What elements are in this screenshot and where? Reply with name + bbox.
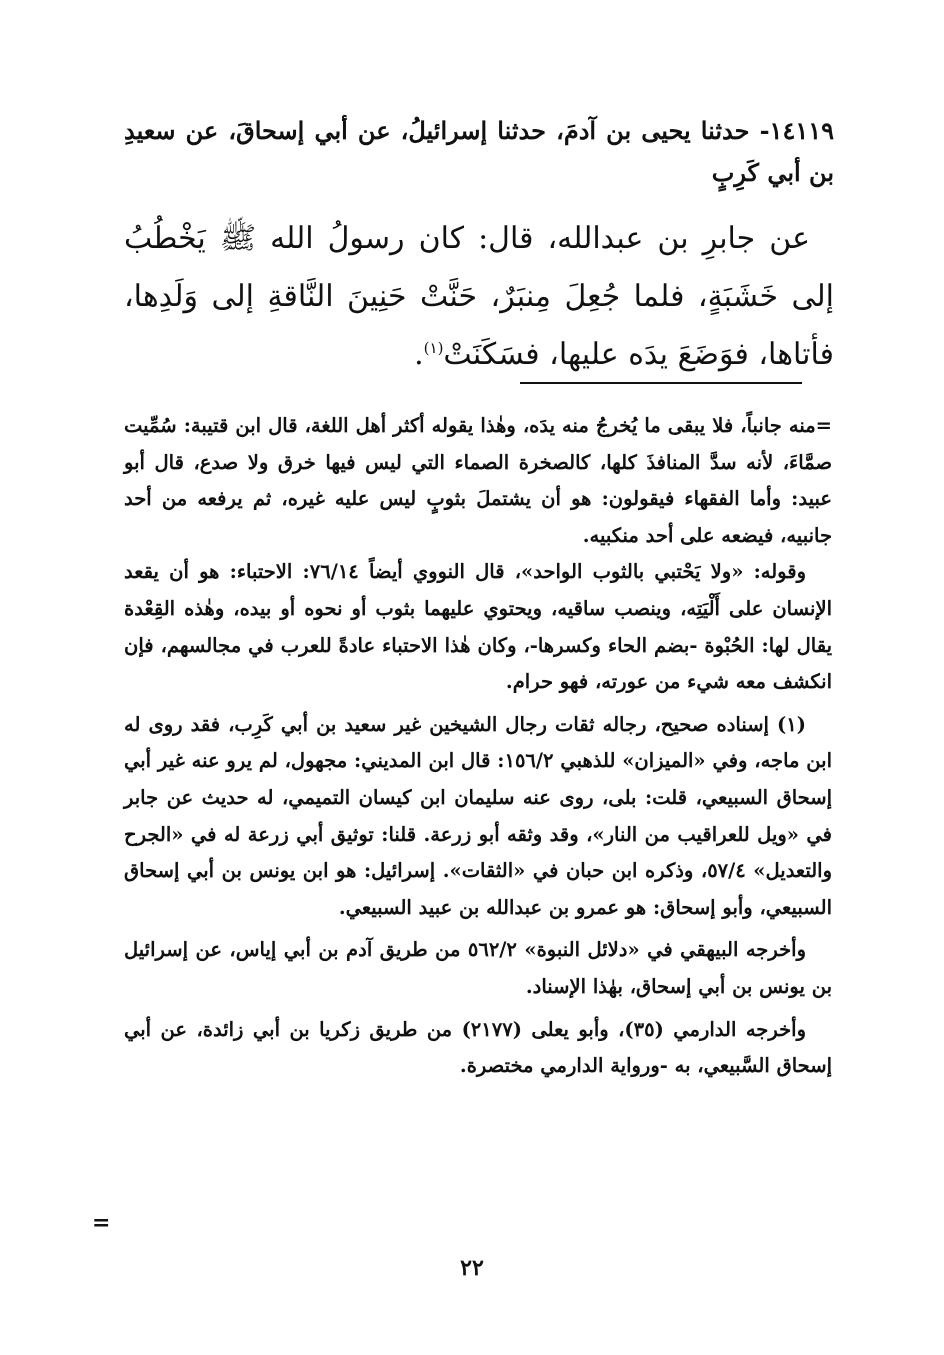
footnote-divider xyxy=(520,382,802,384)
isnad-text: ١٤١١٩- حدثنا يحيى بن آدمَ، حدثنا إسرائيلُ، عن أبي إسحاقَ، عن سعيدِ بن أبي كَرِبٍ xyxy=(124,116,834,187)
matn-period: . xyxy=(414,337,424,372)
footnote-ihtiba: وقوله: «ولا يَحْتبي بالثوب الواحد»، قال النووي أيضاً ٧٦/١٤: الاحتباء: هو أن يقعد الإنسان على أَلْيَتِه، وينصب ساقيه، ويحتوي عليهما بثوب أو نحوه أو بيده، وهٰذه القِعْدة يقال لها: الحُبْوة -بضم الحاء وكسرها-، وكان هٰذا الاحتباء عادةً للعرب في مجالسهم، فإن انكشف معه شيء من عورته، فهو حرام. xyxy=(124,560,832,694)
page-number: ٢٢ xyxy=(460,1255,484,1281)
footnote-continuation-next: = xyxy=(92,1210,111,1236)
matn-text: عن جابرِ بن عبدالله، قال: كان رسولُ الله ﷺ يَخْطُبُ إلى خَشَبَةٍ، فلما جُعِلَ مِنبَرٌ، حَنَّتْ حَنِينَ النَّاقةِ إلى وَلَدِها، فأتاها، فوَضَعَ يدَه عليها، فسَكَنَتْ xyxy=(124,221,834,372)
hadith-matn xyxy=(124,210,834,384)
footnote-darimi: وأخرجه الدارمي (٣٥)، وأبو يعلى (٢١٧٧) من طريق زكريا بن أبي زائدة، عن أبي إسحاق السَّبيعي، به -ورواية الدارمي مختصرة. xyxy=(124,1017,832,1078)
hadith-isnad xyxy=(124,110,834,194)
footnote-1: (١) إسناده صحيح، رجاله ثقات رجال الشيخين غير سعيد بن أبي كَرِب، فقد روى له ابن ماجه، وفي «الميزان» للذهبي ١٥٦/٢: قال ابن المديني: مجهول، لم يرو عنه غير أبي إسحاق السبيعي، قلت: بلى، روى عنه سليمان ابن كيسان التميمي، له حديث عن جابر في «ويل للعراقيب من النار»، وقد وثقه أبو زرعة. قلنا: توثيق أبي زرعة له في «الجرح والتعديل» ٥٧/٤، وذكره ابن حبان في «الثقات». إسرائيل: هو ابن يونس بن أبي إسحاق السبيعي، وأبو إسحاق: هو عمرو بن عبدالله بن عبيد السبيعي. xyxy=(124,712,832,919)
footnote-marker: (١) xyxy=(423,339,444,357)
matn-paragraph xyxy=(124,210,834,384)
footnote-bayhaqi: وأخرجه البيهقي في «دلائل النبوة» ٥٦٢/٢ من طريق آدم بن أبي إياس، عن إسرائيل بن يونس بن أبي إسحاق، بهٰذا الإسناد. xyxy=(124,938,832,998)
footnotes-section xyxy=(124,408,832,1085)
footnote-continuation-prev: =منه جانباً، فلا يبقى ما يُخرجُ منه يدَه، وهٰذا يقوله أكثر أهل اللغة، قال ابن قتيبة: سُمِّيت صمَّاءَ، لأنه سدَّ المنافذَ كلها، كالصخرة الصماء التي ليس فيها خرق ولا صدع، قال أبو عبيد: وأما الفقهاء فيقولون: هو أن يشتملَ بثوبٍ ليس عليه غيره، ثم يرفعه من أحد جانبيه، فيضعه على أحد منكبيه. xyxy=(124,414,832,547)
